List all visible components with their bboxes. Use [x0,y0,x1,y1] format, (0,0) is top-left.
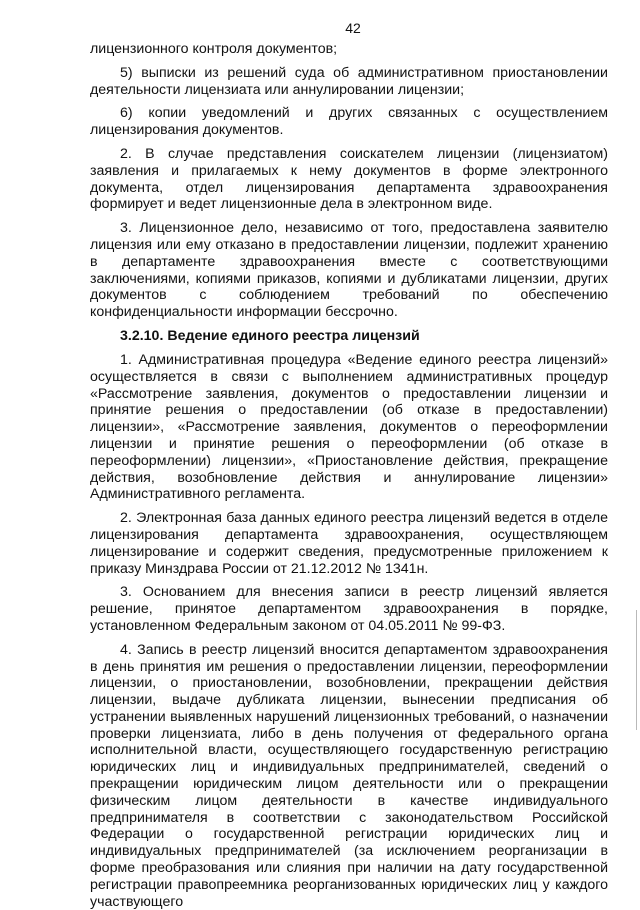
scan-edge-line [636,610,637,730]
paragraph-registry-3: 3. Основанием для внесения записи в реестр лицензий является решение, принятое департаментом здравоохранения в порядке, установленном Федеральным законом от 04.05.2011 № 99-ФЗ. [90,584,608,634]
paragraph-item-5: 5) выписки из решений суда об административном приостановлении деятельности лицензиата или аннулировании лицензии; [90,64,608,98]
paragraph-registry-4: 4. Запись в реестр лицензий вносится департаментом здравоохранения в день принятия им решения о предоставлении лицензии, переоформлении лицензии, о приостановлении, возобновлении, прекращении действия лицензии, выдаче дубликата лицензии, вынесении предписания об устранении выявленных нарушений лицензионных требований, о назначении проверки лицензиата, либо в день получения от федерального органа исполнительной власти, осуществляющего государственную регистрацию юридических лиц и индивидуальных предпринимателей, сведений о прекращении юридическим лицом деятельности или о прекращении физическим лицом деятельности в качестве индивидуального предпринимателя в соответствии с законодательством Российской Федерации о государственной регистрации юридических лиц и индивидуальных предпринимателей (за исключением реорганизации в форме преобразования или слияния при наличии на дату государственной регистрации правопреемника реорганизованных юридических лиц у каждого участвующего [90,641,608,910]
paragraph-clause-3: 3. Лицензионное дело, независимо от того, предоставлена заявителю лицензия или ему отказано в предоставлении лицензии, подлежит хранению в департаменте здравоохранения вместе с соответствующими заключениями, копиями приказов, копиями и дубликатами лицензии, других документов с соблюдением требований по обеспечению конфиденциальности информации бессрочно. [90,220,608,321]
paragraph-registry-2: 2. Электронная база данных единого реестра лицензий ведется в отделе лицензирования департамента здравоохранения, осуществляющем лицензирование и содержит сведения, предусмотренные приложением к приказу Минздрава России от 21.12.2012 № 1341н. [90,510,608,577]
paragraph-item-6: 6) копии уведомлений и других связанных с осуществлением лицензирования документов. [90,105,608,139]
paragraphs-top [90,41,608,321]
section-heading: 3.2.10. Ведение единого реестра лицензий [120,327,420,344]
paragraph-continuation: лицензионного контроля документов; [90,41,338,57]
paragraph-clause-2: 2. В случае представления соискателем лицензии (лицензиатом) заявления и прилагаемых к нему документов в форме электронного документа, отдел лицензирования департамента здравоохранения формирует и ведет лицензионные дела в электронном виде. [90,145,608,213]
paragraphs-bottom [90,352,608,910]
page-number: 42 [345,20,361,36]
paragraph-registry-1: 1. Административная процедура «Ведение единого реестра лицензий» осуществляется в связи с выполнением административных процедур «Рассмотрение заявления, документов о предоставлении лицензии и принятие решения о предоставлении (об отказе в предоставлении) лицензии», «Рассмотрение заявления, документов о переоформлении лицензии и принятие решения о переоформлении (об отказе в переоформлении) лицензии», «Приостановление действия, прекращение действия, возобновление действия и аннулирование лицензии» Административного регламента. [90,351,608,503]
